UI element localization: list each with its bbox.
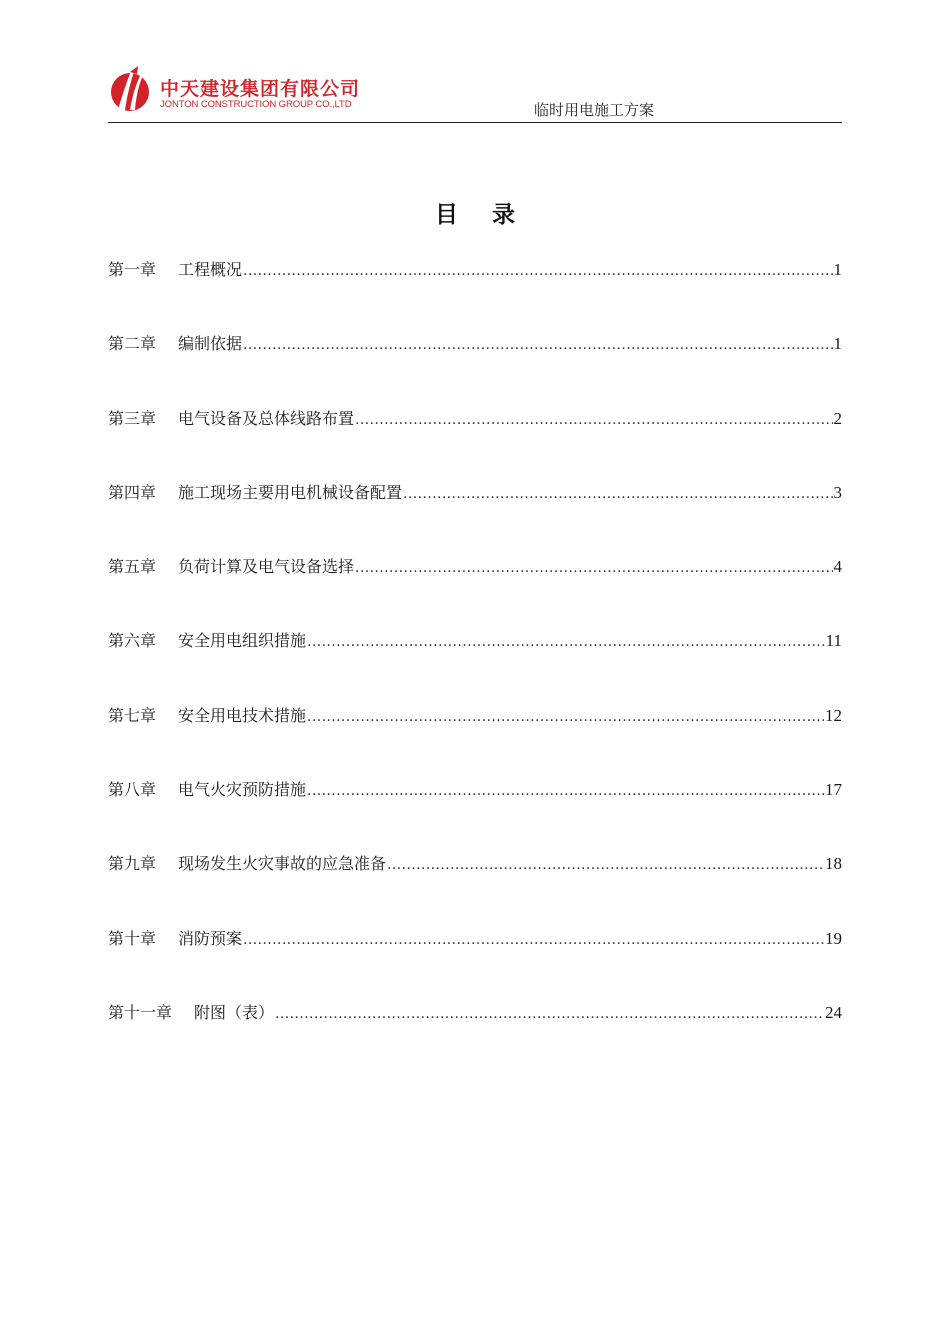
company-name-cn: 中天建设集团有限公司: [160, 78, 361, 100]
toc-chapter-number: 第九章: [108, 854, 157, 874]
toc-chapter-number: 第一章: [108, 260, 157, 279]
toc-leader-dots: [403, 480, 832, 508]
toc-chapter-title: 编制依据: [178, 334, 243, 354]
toc-page-number: 3: [833, 482, 842, 502]
toc-page-number: 1: [833, 334, 842, 354]
toc-page-number: 4: [833, 557, 842, 577]
company-name-en: JONTON CONSTRUCTION GROUP CO.,LTD: [160, 99, 352, 110]
toc-chapter-number: 第六章: [108, 631, 157, 651]
toc-chapter-number: 第十一章: [108, 1002, 173, 1022]
toc-heading: 目录: [435, 202, 549, 228]
toc-chapter-title: 工程概况: [178, 260, 243, 279]
toc-chapter-title: 安全用电技术措施: [178, 705, 307, 725]
toc-entry[interactable]: [108, 776, 842, 850]
toc-leader-dots: [243, 257, 832, 285]
toc-leader-dots: [307, 628, 825, 656]
toc-leader-dots: [355, 554, 832, 582]
toc-entry[interactable]: [108, 479, 842, 553]
company-logo-icon: [108, 66, 154, 114]
toc-leader-dots: [243, 331, 832, 359]
toc-entry[interactable]: [108, 999, 842, 1073]
toc-chapter-number: 第二章: [108, 334, 157, 354]
toc-entry[interactable]: [108, 405, 842, 479]
toc-page-number: 2: [833, 408, 842, 428]
toc-entry[interactable]: [108, 553, 842, 627]
toc-entry[interactable]: [108, 256, 842, 330]
toc-page-number: 17: [825, 780, 842, 800]
toc-chapter-title: 现场发生火灾事故的应急准备: [178, 854, 387, 874]
toc-chapter-title: 安全用电组织措施: [178, 631, 307, 651]
toc-chapter-number: 第五章: [108, 557, 157, 577]
company-logo: [108, 66, 368, 118]
toc-entry[interactable]: [108, 925, 842, 999]
toc-chapter-number: 第八章: [108, 780, 157, 800]
toc-chapter-title: 施工现场主要用电机械设备配置: [178, 482, 403, 502]
toc-chapter-title: 电气火灾预防措施: [178, 780, 307, 800]
toc-chapter-number: 第三章: [108, 408, 157, 428]
toc-page-number: 12: [825, 705, 842, 725]
toc-chapter-title: 消防预案: [178, 928, 243, 948]
toc-chapter-title: 电气设备及总体线路布置: [178, 408, 355, 428]
toc-entry[interactable]: [108, 850, 842, 924]
toc-chapter-number: 第四章: [108, 482, 157, 502]
toc-page-number: 24: [825, 1002, 842, 1022]
toc-leader-dots: [355, 406, 832, 434]
toc-chapter-number: 第七章: [108, 705, 157, 725]
toc-chapter-title: 附图（表）: [194, 1002, 275, 1022]
page-header: [108, 64, 842, 123]
toc-page-number: 18: [825, 854, 842, 874]
toc-leader-dots: [387, 851, 824, 879]
toc-entry[interactable]: [108, 702, 842, 776]
toc-leader-dots: [243, 926, 824, 954]
toc-entry[interactable]: [108, 627, 842, 701]
document-title: 临时用电施工方案: [533, 101, 654, 119]
toc-chapter-title: 负荷计算及电气设备选择: [178, 557, 355, 577]
toc-chapter-number: 第十章: [108, 928, 157, 948]
toc-page-number: 1: [833, 260, 842, 279]
table-of-contents: [108, 256, 842, 1073]
toc-page-number: 11: [825, 631, 842, 651]
toc-leader-dots: [275, 1000, 824, 1028]
toc-entry[interactable]: [108, 330, 842, 404]
toc-leader-dots: [307, 777, 824, 805]
toc-page-number: 19: [825, 928, 842, 948]
toc-leader-dots: [307, 703, 824, 731]
